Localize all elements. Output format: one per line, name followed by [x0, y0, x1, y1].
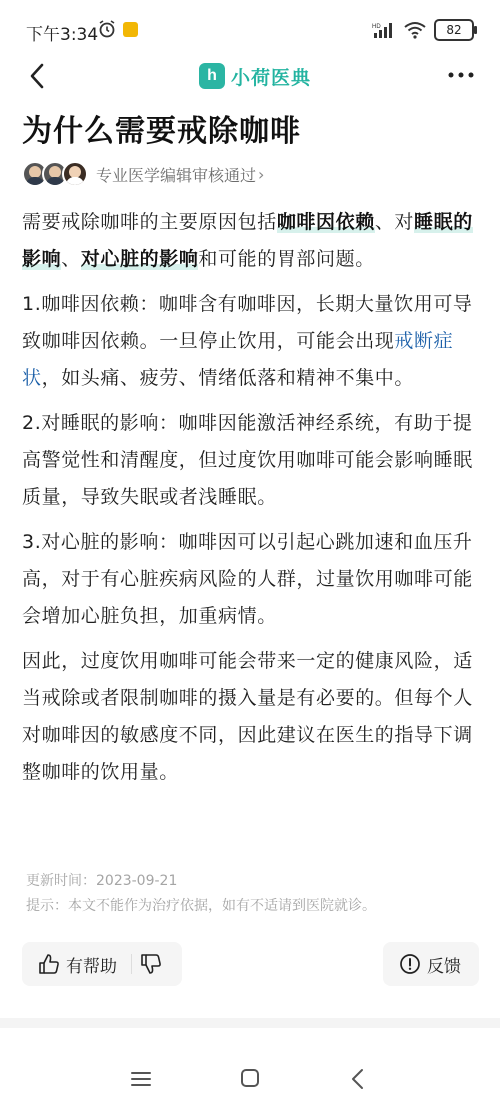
status-indicators: [372, 18, 474, 42]
disclaimer: 提示：本文不能作为治疗依据，如有不适请到医院就诊。: [26, 898, 376, 914]
intro-paragraph: [22, 204, 482, 278]
reviewer-link[interactable]: [22, 162, 264, 186]
feedback-label: 反馈: [427, 956, 461, 977]
menu-icon[interactable]: [130, 1068, 152, 1090]
paragraph-heart-impact: 3.对心脏的影响：咖啡因可以引起心跳加速和血压升高，对于有心脏疾病风险的人群，过量饮用咖啡可能会增加心脏负担，加重病情。: [22, 531, 473, 627]
chevron-right-icon: ›: [258, 164, 265, 184]
brand-logo: [199, 61, 311, 91]
avatar: [62, 161, 88, 187]
paragraph-sleep-impact: 2.对睡眠的影响：咖啡因能激活神经系统，有助于提高警觉性和清醒度，但过度饮用咖啡可能会影响睡眠质量，导致失眠或者浅睡眠。: [22, 412, 473, 508]
withdrawal-symptoms-link[interactable]: 戒断症状: [22, 330, 454, 389]
section-divider: [0, 1018, 500, 1028]
intro-text: 需要戒除咖啡的主要原因包括: [22, 211, 277, 233]
more-options-icon[interactable]: [446, 66, 476, 84]
paragraph-caffeine-dependence: [22, 286, 482, 397]
system-nav-bar: [0, 1060, 500, 1100]
paragraph-text: ，如头痛、疲劳、情绪低落和精神不集中。: [41, 367, 415, 389]
feedback-button[interactable]: [383, 942, 479, 986]
paragraph-conclusion: 因此，过度饮用咖啡可能会带来一定的健康风险，适当戒除或者限制咖啡的摄入量是有必要的。但每个人对咖啡因的敏感度不同，因此建议在医生的指导下调整咖啡的饮用量。: [22, 650, 473, 783]
notification-icon: [123, 22, 138, 37]
highlight-term-sleep-impact[interactable]: 睡眠的影响: [22, 211, 473, 270]
intro-text: 、对: [374, 211, 415, 233]
wifi-icon: [404, 21, 426, 39]
status-bar: [0, 0, 500, 56]
nav-bar: [0, 56, 500, 98]
alarm-icon: [98, 20, 116, 38]
highlight-term-caffeine-dependence[interactable]: 咖啡因依赖: [276, 211, 375, 233]
intro-text: 和可能的胃部问题。: [198, 248, 375, 270]
back-arrow-icon[interactable]: [24, 62, 52, 90]
reviewer-avatars: [22, 161, 88, 187]
battery-icon: 82: [434, 19, 474, 41]
helpful-button[interactable]: [22, 942, 182, 986]
article-body: [22, 204, 482, 799]
helpful-label: 有帮助: [66, 956, 117, 977]
alert-circle-icon: [399, 953, 421, 975]
highlight-term-heart-impact[interactable]: 对心脏的影响: [80, 248, 199, 270]
home-icon[interactable]: [240, 1068, 260, 1088]
brand-logo-icon: h: [199, 63, 225, 89]
page-title: 为什么需要戒除咖啡: [22, 114, 301, 149]
button-divider: [131, 954, 132, 974]
network-type-label: HD: [372, 24, 381, 30]
intro-text: 、: [61, 248, 81, 270]
update-time: 更新时间：2023-09-21: [26, 873, 178, 889]
system-back-icon[interactable]: [348, 1068, 368, 1090]
reviewer-text: 专业医学编辑审核通过: [96, 165, 257, 185]
thumbs-down-icon[interactable]: [140, 953, 162, 975]
thumbs-up-icon[interactable]: [38, 953, 60, 975]
brand-name: 小荷医典: [231, 66, 312, 89]
paragraph-text: 1.咖啡因依赖：咖啡含有咖啡因，长期大量饮用可导致咖啡因依赖。一旦停止饮用，可能会出现: [22, 293, 473, 352]
cellular-signal-icon: [372, 21, 396, 39]
status-time: 下午3:34: [26, 25, 99, 45]
